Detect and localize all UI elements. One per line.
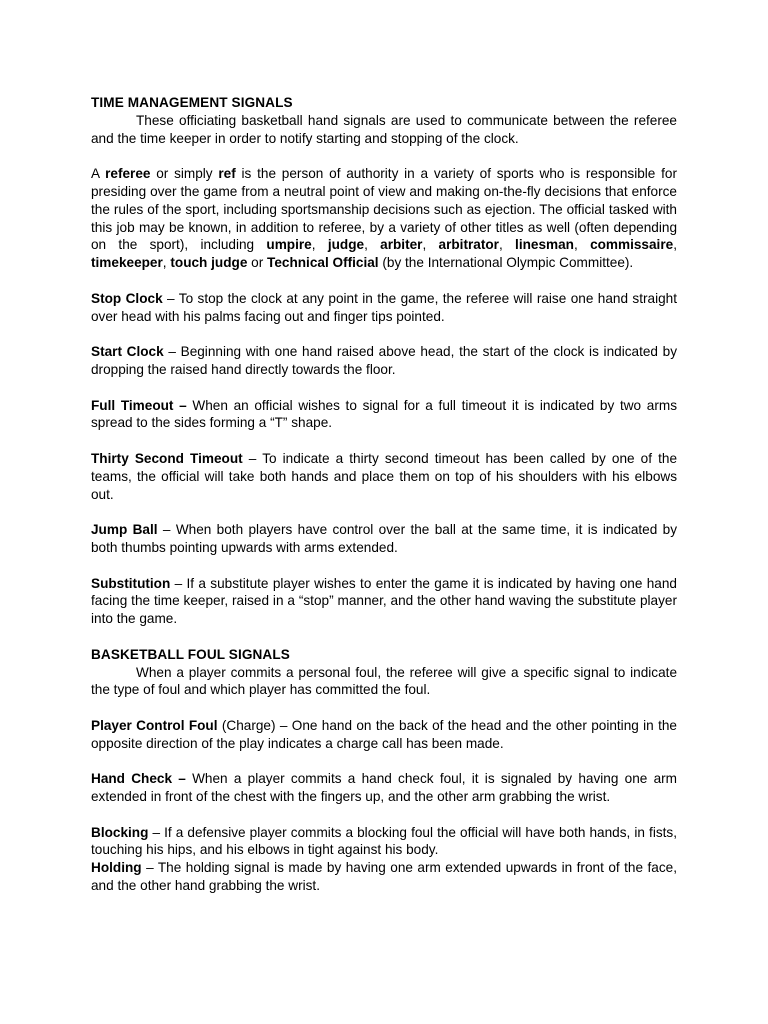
term-referee: referee bbox=[105, 166, 151, 182]
signal-term: Thirty Second Timeout bbox=[91, 450, 243, 466]
signal-term: Substitution bbox=[91, 575, 171, 591]
time-management-heading: TIME MANAGEMENT SIGNALS bbox=[91, 95, 293, 110]
signal-term: Start Clock bbox=[91, 344, 164, 360]
foul-player-control bbox=[91, 717, 677, 753]
term-linesman: linesman bbox=[515, 237, 574, 253]
term-umpire: umpire bbox=[266, 237, 312, 253]
signal-thirty-second-timeout bbox=[91, 450, 677, 503]
foul-term: Player Control Foul bbox=[91, 717, 218, 733]
signal-description: – To stop the clock at any point in the game, the referee will raise one hand straight over head with his palms facing out and finger tips pointed. bbox=[91, 290, 678, 324]
foul-signals-heading: BASKETBALL FOUL SIGNALS bbox=[91, 646, 290, 662]
term-arbitrator: arbitrator bbox=[438, 237, 499, 253]
foul-holding bbox=[91, 859, 677, 895]
foul-blocking bbox=[91, 824, 677, 860]
signal-description: When an official wishes to signal for a full timeout it is indicated by two arms spread to the sides forming a “T” shape. bbox=[91, 397, 677, 431]
signal-description: – If a substitute player wishes to enter the game it is indicated by having one hand facing the time keeper, raised in a “stop” manner, and the other hand waving the substitute player into the game. bbox=[91, 575, 677, 627]
signal-description: – To indicate a thirty second timeout has been called by one of the teams, the official will take both hands and place them on top of his shoulders with his elbows out. bbox=[91, 450, 678, 502]
time-management-intro: These officiating basketball hand signals are used to communicate between the referee and the time keeper in order to notify starting and stopping of the clock. bbox=[91, 112, 677, 146]
term-ref: ref bbox=[218, 166, 236, 182]
term-commissaire: commissaire bbox=[590, 237, 674, 253]
signal-description: – When both players have control over the ball at the same time, it is indicated by both thumbs pointing upwards with arms extended. bbox=[91, 522, 677, 555]
signal-substitution bbox=[91, 575, 677, 628]
foul-description: – If a defensive player commits a blocking foul the official will have both hands, in fists, touching his hips, and his elbows in tight against his body. bbox=[91, 824, 677, 858]
foul-term: Hand Check – bbox=[91, 771, 186, 787]
foul-signals-intro: When a player commits a personal foul, the referee will give a specific signal to indicate the type of foul and which player has committed the foul. bbox=[91, 664, 677, 698]
foul-hand-check bbox=[91, 770, 677, 806]
term-technical-official: Technical Official bbox=[267, 255, 379, 271]
foul-term: Blocking bbox=[91, 824, 149, 840]
term-touch-judge: touch judge bbox=[170, 255, 248, 271]
referee-paragraph: A referee or simply ref is the person of authority in a variety of sports who is responsible for presiding over the game from a neutral point of view and making on-the-fly decisions that enforce the rules of the sport, including sportsmanship decisions such as ejection. The official tasked with this job may be known, in addition to referee, by a variety of other titles as well (often depending on the sport), including umpire, judge, arbiter, arbitrator, linesman, commissaire, timekeeper, touch judge or Technical Official (by the International Olympic Committee). bbox=[91, 166, 677, 271]
signal-stop-clock bbox=[91, 290, 677, 326]
foul-description: – The holding signal is made by having one arm extended upwards in front of the face, and the other hand grabbing the wrist. bbox=[91, 860, 677, 894]
signal-term: Stop Clock bbox=[91, 290, 163, 306]
foul-description: (Charge) – One hand on the back of the head and the other pointing in the opposite direction of the play indicates a charge call has been made. bbox=[91, 717, 677, 751]
signal-start-clock bbox=[91, 343, 677, 379]
foul-term: Holding bbox=[91, 860, 142, 876]
term-timekeeper: timekeeper bbox=[91, 255, 163, 271]
term-arbiter: arbiter bbox=[380, 237, 423, 253]
signal-term: Jump Ball bbox=[91, 522, 158, 538]
foul-description: When a player commits a hand check foul, it is signaled by having one arm extended in front of the chest with the fingers up, and the other arm grabbing the wrist. bbox=[91, 771, 677, 805]
signal-full-timeout bbox=[91, 397, 677, 433]
signal-jump-ball bbox=[91, 521, 677, 557]
signal-description: – Beginning with one hand raised above head, the start of the clock is indicated by dropping the raised hand directly towards the floor. bbox=[91, 344, 678, 377]
term-judge: judge bbox=[327, 237, 365, 253]
signal-term: Full Timeout – bbox=[91, 397, 187, 413]
